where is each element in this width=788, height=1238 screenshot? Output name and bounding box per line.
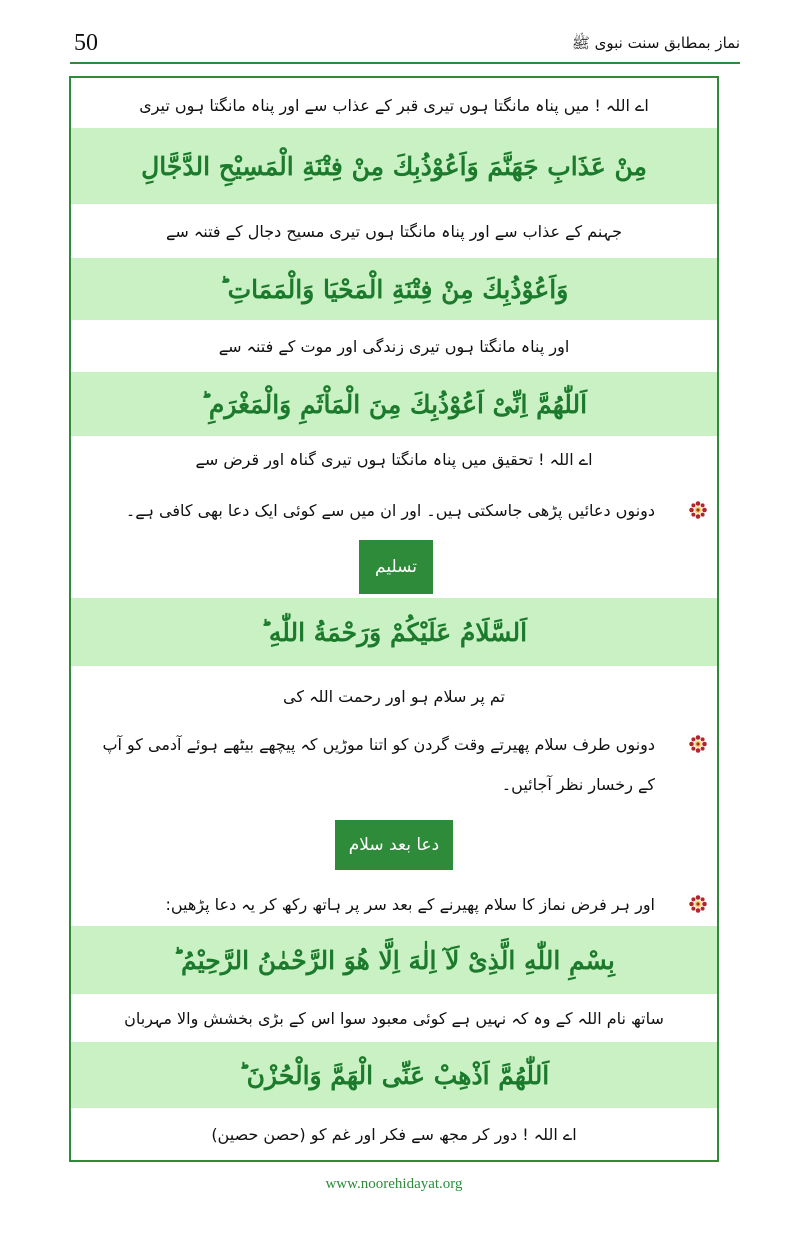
urdu-translation-line: اے اللہ ! تحقیق میں پناہ مانگتا ہوں تیری گناہ اور قرض سے (195, 449, 593, 469)
bullet-text: اور ہر فرض نماز کا سلام پھیرنے کے بعد سر پر ہاتھ رکھ کر یہ دعا پڑھیں: (165, 894, 655, 914)
urdu-translation-line: ساتھ نام اللہ کے وہ کہ نہیں ہے کوئی معبود سوا اس کے بڑی بخشش والا مہربان (124, 1008, 664, 1028)
footer-website-link[interactable]: www.noorehidayat.org (325, 1176, 463, 1192)
header-divider (70, 62, 740, 64)
section-heading-tasleem: تسلیم (359, 540, 433, 594)
arabic-supplication-band: وَاَعُوْذُبِكَ مِنْ فِتْنَةِ الْمَحْيَا وَالْمَمَاتِ ؕ (71, 258, 717, 320)
arabic-supplication-band: اَلسَّلَامُ عَلَيْكُمْ وَرَحْمَةُ اللّٰهِ ؕ (71, 598, 717, 666)
arabic-supplication-band: مِنْ عَذَابِ جَهَنَّمَ وَاَعُوْذُبِكَ مِنْ فِتْنَةِ الْمَسِيْحِ الدَّجَّالِ (71, 128, 717, 204)
page-number: 50 (74, 30, 98, 56)
content-frame (69, 76, 719, 1162)
section-heading-dua-after-salam: دعا بعد سلام (335, 820, 453, 870)
urdu-translation-line: اور پناہ مانگتا ہوں تیری زندگی اور موت کے فتنہ سے (218, 336, 570, 356)
bullet-note (71, 490, 717, 530)
bullet-text-continued: کے رخسار نظر آجائیں۔ (501, 774, 655, 794)
flower-bullet-icon (689, 735, 707, 753)
arabic-supplication-band: اَللّٰهُمَّ اَذْهِبْ عَنِّى الْهَمَّ وَالْحُزْنَ ؕ (71, 1042, 717, 1108)
arabic-supplication-band: اَللّٰهُمَّ اِنِّىْ اَعُوْذُبِكَ مِنَ الْمَاْثَمِ وَالْمَغْرَمِ ؕ (71, 372, 717, 436)
bullet-note (71, 884, 717, 924)
urdu-translation-line: اے اللہ ! دور کر مجھ سے فکر اور غم کو (حصن حصین) (211, 1124, 577, 1144)
flower-bullet-icon (689, 501, 707, 519)
urdu-translation-line: اے اللہ ! میں پناہ مانگتا ہوں تیری قبر کے عذاب سے اور پناہ مانگتا ہوں تیری (139, 95, 649, 115)
urdu-translation-line: تم پر سلام ہو اور رحمت اللہ کی (283, 686, 505, 706)
bullet-note (71, 724, 717, 804)
flower-bullet-icon (689, 895, 707, 913)
bullet-text: دونوں طرف سلام پھیرتے وقت گردن کو اتنا موڑیں کہ پیچھے بیٹھے ہوئے آدمی کو آپ (102, 734, 655, 754)
urdu-translation-line: جہنم کے عذاب سے اور پناہ مانگتا ہوں تیری مسیح دجال کے فتنہ سے (166, 221, 622, 241)
running-header-title: نماز بمطابق سنت نبوی ﷺ (571, 34, 740, 52)
arabic-supplication-band: بِسْمِ اللّٰهِ الَّذِىْ لَآ اِلٰهَ اِلَّا هُوَ الرَّحْمٰنُ الرَّحِيْمُ ؕ (71, 926, 717, 994)
bullet-text: دونوں دعائیں پڑھی جاسکتی ہیں۔ اور ان میں سے کوئی ایک دعا بھی کافی ہے۔ (125, 500, 655, 520)
